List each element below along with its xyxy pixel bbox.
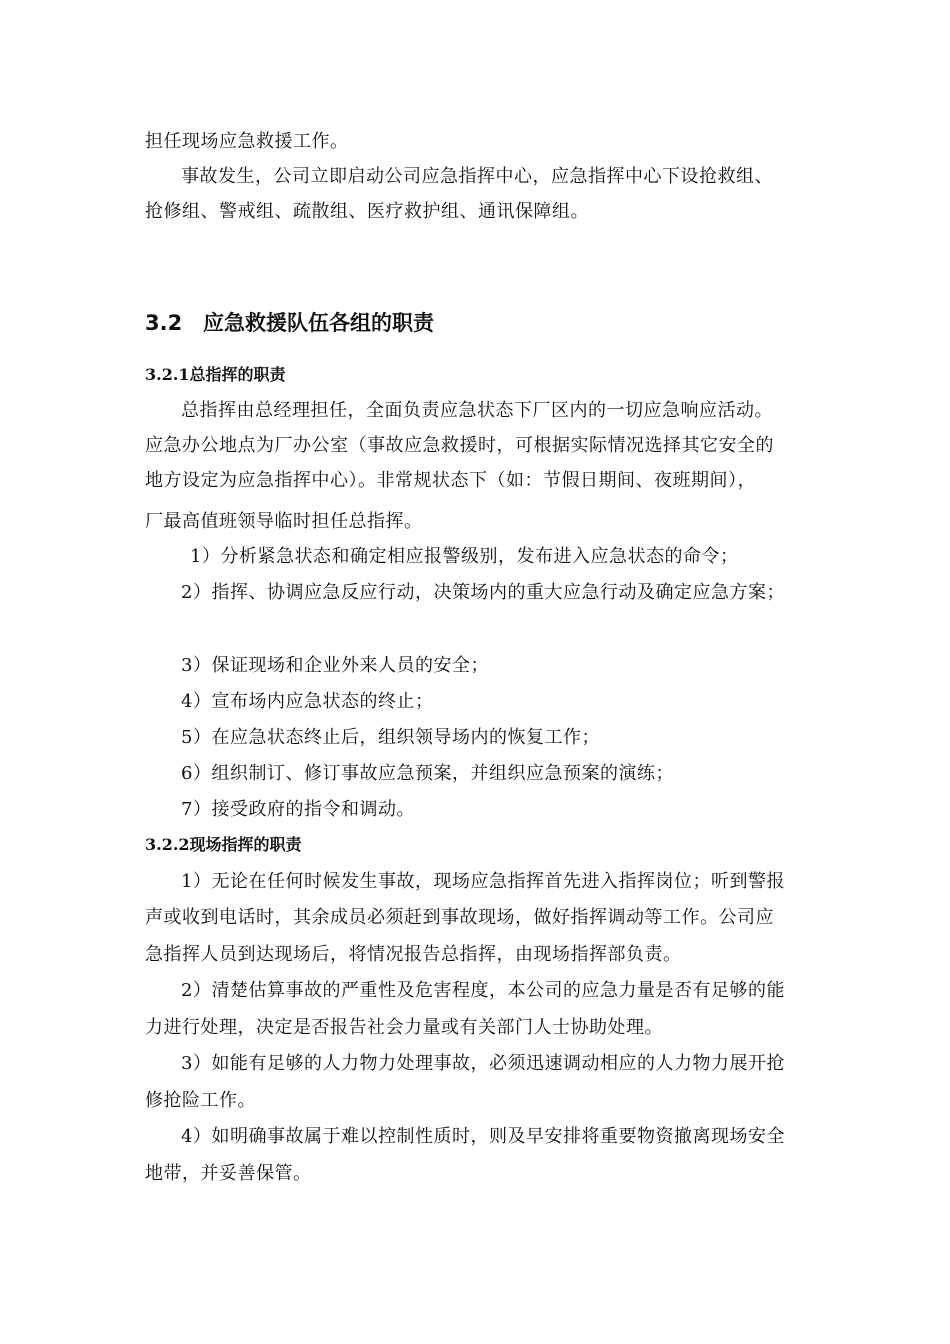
list-item: 4）宣布场内应急状态的终止； [181, 691, 434, 712]
list-item-line: 修抢险工作。 [145, 1090, 256, 1111]
subsection-heading: 3.2.1总指挥的职责 [145, 365, 286, 384]
list-item-line: 地带，并妥善保管。 [145, 1163, 312, 1184]
list-item: 7）接受政府的指令和调动。 [181, 799, 415, 820]
list-item: 5）在应急状态终止后，组织领导场内的恢复工作； [181, 727, 600, 748]
paragraph-line: 地方设定为应急指挥中心）。非常规状态下（如：节假日期间、夜班期间）， [145, 470, 756, 491]
intro-paragraph-line: 担任现场应急救援工作。 [145, 131, 349, 152]
paragraph-line: 厂最高值班领导临时担任总指挥。 [145, 511, 423, 532]
list-item-line: 声或收到电话时，其余成员必须赶到事故现场，做好指挥调动等工作。公司应 [145, 907, 774, 928]
intro-paragraph-line: 事故发生，公司立即启动公司应急指挥中心，应急指挥中心下设抢救组、 [181, 166, 773, 187]
list-item-line: 2）清楚估算事故的严重性及危害程度，本公司的应急力量是否有足够的能 [181, 980, 785, 1001]
intro-paragraph-line: 抢修组、警戒组、疏散组、医疗救护组、通讯保障组。 [145, 201, 589, 222]
list-item: 3）保证现场和企业外来人员的安全； [181, 655, 489, 676]
paragraph-line: 应急办公地点为厂办公室（事故应急救援时，可根据实际情况选择其它安全的 [145, 435, 774, 456]
list-item-line: 力进行处理，决定是否报告社会力量或有关部门人士协助处理。 [145, 1017, 663, 1038]
list-item-line: 1）无论在任何时候发生事故，现场应急指挥首先进入指挥岗位；听到警报 [181, 871, 785, 892]
section-heading [145, 310, 434, 336]
subsection-heading: 3.2.2现场指挥的职责 [145, 835, 302, 854]
list-item-line: 4）如明确事故属于难以控制性质时，则及早安排将重要物资撤离现场安全 [181, 1126, 785, 1147]
section-number: 3.2 [145, 311, 183, 335]
section-title: 应急救援队伍各组的职责 [203, 311, 434, 335]
list-item-line: 3）如能有足够的人力物力处理事故，必须迅速调动相应的人力物力展开抢 [181, 1053, 785, 1074]
paragraph-line: 总指挥由总经理担任，全面负责应急状态下厂区内的一切应急响应活动。 [181, 400, 773, 421]
list-item: 6）组织制订、修订事故应急预案，并组织应急预案的演练； [181, 763, 674, 784]
list-item: 1）分析紧急状态和确定相应报警级别，发布进入应急状态的命令； [190, 546, 739, 567]
list-item: 2）指挥、协调应急反应行动，决策场内的重大应急行动及确定应急方案； [181, 582, 785, 603]
list-item-line: 急指挥人员到达现场后，将情况报告总指挥，由现场指挥部负责。 [145, 944, 682, 965]
